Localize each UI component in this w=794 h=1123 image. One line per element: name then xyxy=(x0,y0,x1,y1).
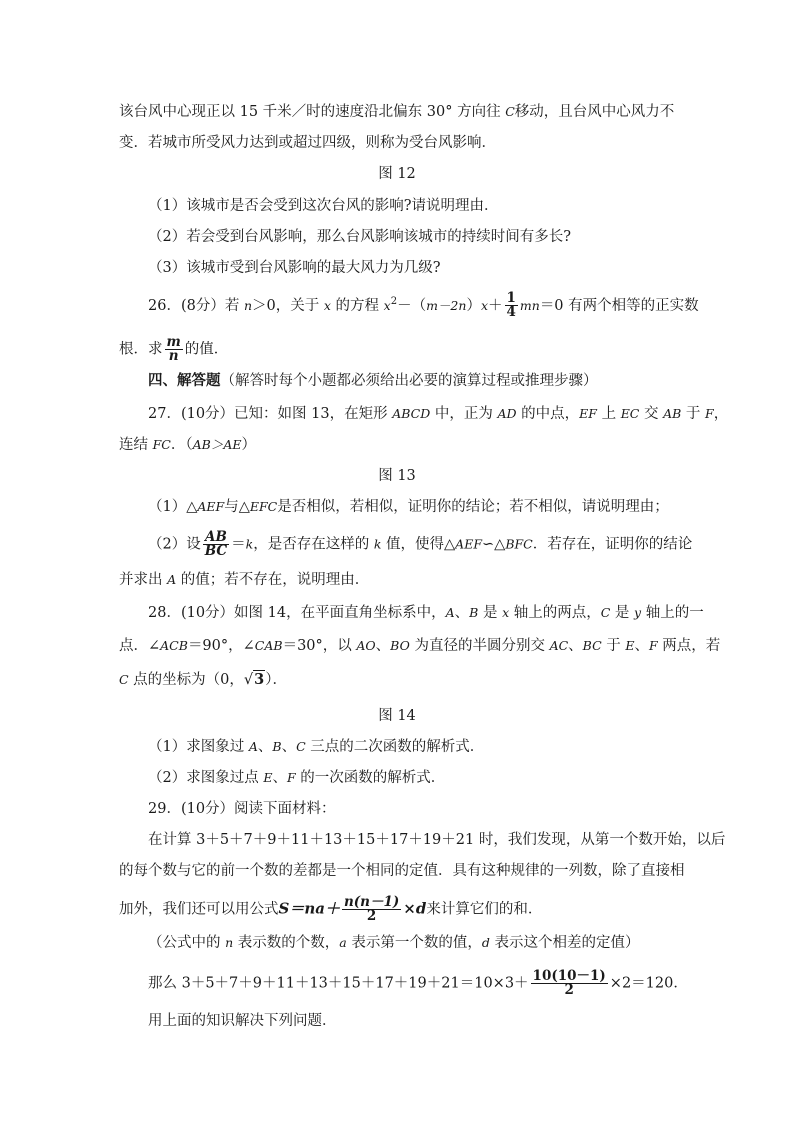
var: AC xyxy=(549,638,569,653)
var: BFC xyxy=(505,536,533,552)
fraction-m-over-n: $\frac{m}{n}$ xyxy=(166,334,181,364)
text: 、 xyxy=(634,638,649,654)
text: 为直径的半圆分别交 xyxy=(409,638,550,654)
text: 上 xyxy=(596,406,621,422)
text: 表示第一个数的值， xyxy=(346,935,482,951)
condition: AB＞AE xyxy=(192,437,242,452)
var: ABCD xyxy=(392,406,431,421)
exponent: 2 xyxy=(390,296,398,307)
var: AD xyxy=(497,406,517,421)
p28-line2 xyxy=(119,636,720,656)
figure-12-caption: 图 12 xyxy=(378,166,416,182)
var-mn: mn xyxy=(519,297,540,313)
var: BO xyxy=(390,638,410,653)
p29-calc xyxy=(148,970,688,997)
text: （公式中的 xyxy=(148,935,226,951)
text: 交 xyxy=(639,406,664,422)
text: 的中点， xyxy=(516,406,580,422)
text: ＝90°，∠ xyxy=(187,638,255,654)
text: 根．求 xyxy=(119,341,163,358)
text: ＝0 有两个相等的正实数 xyxy=(539,297,699,314)
formula-part: ×d xyxy=(403,899,427,918)
var: AO xyxy=(356,638,376,653)
text: 、 xyxy=(375,638,391,654)
text: ×2＝120． xyxy=(609,975,688,992)
text: ＝ xyxy=(231,536,246,553)
var: FC xyxy=(152,437,171,452)
p27-question-2-cont xyxy=(119,570,369,590)
text: 的值；若不存在，说明理由． xyxy=(176,572,370,588)
text: ．若存在，证明你的结论 xyxy=(532,536,693,553)
text: ） xyxy=(466,297,481,314)
var-n: n xyxy=(243,297,253,313)
text: 26．(8分）若 xyxy=(148,297,244,314)
text: 、 xyxy=(281,739,297,755)
text: （1）△ xyxy=(148,499,198,515)
text: 两点，若 xyxy=(657,638,721,654)
text: 于 xyxy=(681,406,706,422)
p26-line2 xyxy=(119,336,228,363)
var: C xyxy=(119,672,129,687)
text: 是 xyxy=(478,605,503,621)
var: a xyxy=(339,935,347,950)
var: k xyxy=(245,536,254,552)
text: ）． xyxy=(265,672,288,688)
expr: m－2n xyxy=(426,297,467,313)
p28-question-1 xyxy=(148,737,484,757)
text: ，是否存在这样的 xyxy=(253,536,374,553)
p28-line3 xyxy=(119,670,287,690)
var: F xyxy=(648,638,658,653)
text: 28．(10分）如图 14，在平面直角坐标系中， xyxy=(148,605,446,621)
var: EF xyxy=(579,406,597,421)
var: A xyxy=(167,572,177,587)
var: k xyxy=(373,536,382,552)
var: x xyxy=(502,605,510,620)
p29-title: 29．(10分）阅读下面材料： xyxy=(148,801,336,817)
var: CAB xyxy=(254,638,283,653)
text: （2）设 xyxy=(148,536,201,553)
p28-question-2 xyxy=(148,768,445,788)
calc-fraction: $\frac{10(10-1)}{2}$ xyxy=(532,968,606,998)
text: （1）求图象过 xyxy=(148,739,249,755)
var: B xyxy=(272,739,282,754)
p29-line2: 的每个数与它的前一个数的差都是一个相同的定值．具有这种规律的一列数，除了直接相 xyxy=(119,863,685,879)
text: 轴上的两点， xyxy=(509,605,601,621)
p29-line1: 在计算 3＋5＋7＋9＋11＋13＋15＋17＋19＋21 时，我们发现，从第一个数开始，以后 xyxy=(148,832,726,848)
text: 的一次函数的解析式． xyxy=(295,770,446,786)
text: 的值． xyxy=(184,341,229,358)
fraction-ab-over-bc: $\frac{AB}{BC}$ xyxy=(204,529,228,559)
text: ＞0，关于 xyxy=(252,297,324,314)
var: y xyxy=(634,605,642,620)
text: ∽△ xyxy=(482,536,506,553)
text: ．（ xyxy=(170,437,193,453)
var-x: x xyxy=(383,297,391,313)
var: E xyxy=(625,638,635,653)
var-c: C xyxy=(505,104,515,119)
sqrt-three: √3 xyxy=(243,671,265,688)
text: 与△ xyxy=(224,499,250,515)
var: n xyxy=(225,935,234,950)
text: 是否相似，若相似，证明你的结论；若不相似，请说明理由； xyxy=(277,499,669,515)
text: 27．(10分）已知：如图 13，在矩形 xyxy=(148,406,393,422)
p29-note xyxy=(148,933,639,953)
p29-line3 xyxy=(119,896,542,923)
var: A xyxy=(445,605,455,620)
figure-13-caption: 图 13 xyxy=(378,468,416,484)
text: 、 xyxy=(272,770,287,786)
p25-question-2: （2）若会受到台风影响，那么台风影响该城市的持续时间有多长? xyxy=(148,229,571,245)
formula-part: S＝na＋ xyxy=(278,899,340,918)
var: C xyxy=(296,739,306,754)
text: 于 xyxy=(601,638,626,654)
p25-question-3: （3）该城市受到台风影响的最大风力为几级? xyxy=(148,260,441,276)
text: 是 xyxy=(610,605,635,621)
figure-14-caption: 图 14 xyxy=(378,708,416,724)
var: A xyxy=(248,739,258,754)
var: AB xyxy=(663,406,682,421)
p29-last: 用上面的知识解决下列问题． xyxy=(148,1013,337,1029)
var-x: x xyxy=(323,297,331,313)
p27-line2 xyxy=(119,435,256,455)
text: 并求出 xyxy=(119,572,168,588)
var: EC xyxy=(620,406,640,421)
var-x: x xyxy=(480,297,488,313)
text: 的方程 xyxy=(330,297,384,314)
text: 加外，我们还可以用公式 xyxy=(119,901,279,918)
var: C xyxy=(600,605,611,620)
formula-fraction: $\frac{n(n-1)}{2}$ xyxy=(343,894,400,924)
var: F xyxy=(705,406,714,421)
text: ） xyxy=(241,437,256,453)
section-title: 四、解答题 xyxy=(148,372,221,389)
text: 、 xyxy=(568,638,583,654)
text: ＝30°，以 xyxy=(282,638,357,654)
text: 来计算它们的和． xyxy=(426,901,543,918)
text: 三点的二次函数的解析式． xyxy=(305,739,485,755)
text: 表示数的个数， xyxy=(233,935,340,951)
text: 移动，且台风中心风力不 xyxy=(514,104,675,120)
var: E xyxy=(263,770,273,785)
var: AEF xyxy=(197,499,225,514)
fraction-one-quarter: $\frac{1}{4}$ xyxy=(506,290,516,321)
var: EFC xyxy=(249,499,278,514)
text: 、 xyxy=(257,739,273,755)
text: 该台风中心现正以 15 千米／时的速度沿北偏东 30° 方向往 xyxy=(119,104,506,120)
text: 轴上的一 xyxy=(641,605,704,621)
section-4-heading xyxy=(148,371,598,391)
p25-question-1: （1）该城市是否会受到这次台风的影响?请说明理由． xyxy=(148,198,499,214)
section-note: （解答时每个小题都必须给出必要的演算过程或推理步骤） xyxy=(220,373,598,389)
p27-question-1 xyxy=(148,497,669,517)
p27-question-2 xyxy=(148,531,692,558)
text: －（ xyxy=(397,297,427,314)
text: 值，使得△ xyxy=(381,536,456,553)
text: 表示这个相差的定值） xyxy=(489,935,640,951)
p28-line1 xyxy=(148,603,704,623)
p27-line1 xyxy=(148,404,728,424)
p26-line1 xyxy=(148,292,699,319)
text: 那么 3＋5＋7＋9＋11＋13＋15＋17＋19＋21＝10×3＋ xyxy=(148,975,529,992)
text: （2）求图象过点 xyxy=(148,770,264,786)
text: ， xyxy=(713,406,729,422)
text: 连结 xyxy=(119,437,153,453)
p25-line1 xyxy=(119,102,674,122)
text: 中，正为 xyxy=(430,406,498,422)
var: ACB xyxy=(160,638,188,653)
text: ＋ xyxy=(488,297,503,314)
text: 点．∠ xyxy=(119,638,161,654)
p25-line2: 变．若城市所受风力达到或超过四级，则称为受台风影响． xyxy=(119,135,496,151)
text: 点的坐标为（0， xyxy=(128,672,244,688)
text: 、 xyxy=(454,605,470,621)
var: BC xyxy=(582,638,602,653)
var: F xyxy=(286,770,296,785)
var: d xyxy=(481,935,490,950)
var: B xyxy=(469,605,479,620)
var: AEF xyxy=(455,536,482,552)
